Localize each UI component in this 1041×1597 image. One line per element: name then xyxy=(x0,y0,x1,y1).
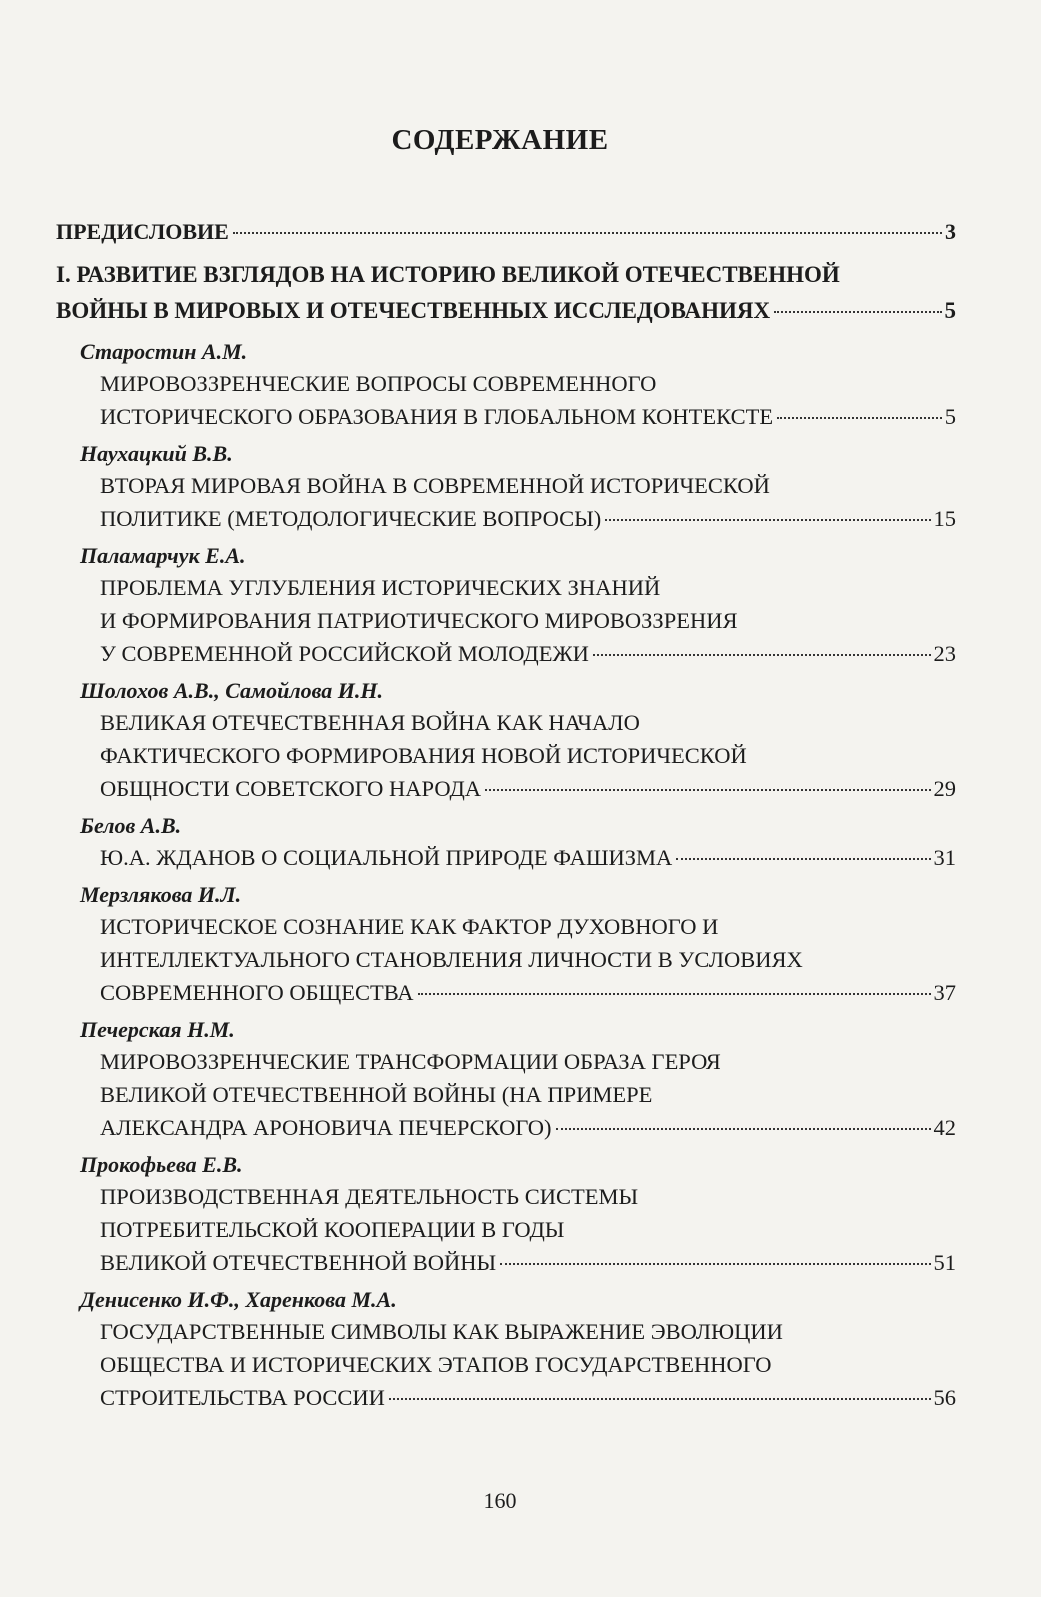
toc-section xyxy=(56,257,956,329)
toc-line xyxy=(100,772,956,805)
toc-line xyxy=(100,637,956,670)
entry-title-line: ОБЩЕСТВА И ИСТОРИЧЕСКИХ ЭТАПОВ ГОСУДАРСТВЕННОГО xyxy=(100,1352,772,1377)
toc-line xyxy=(100,1246,956,1279)
entry-author: Наухацкий В.В. xyxy=(80,441,233,466)
toc-line xyxy=(100,502,956,535)
toc-entries xyxy=(56,337,956,1414)
entry-title xyxy=(100,706,956,805)
toc-line xyxy=(100,469,956,502)
entry-title-line: ОБЩНОСТИ СОВЕТСКОГО НАРОДА xyxy=(100,776,482,801)
entry-title-line: ВЕЛИКОЙ ОТЕЧЕСТВЕННОЙ ВОЙНЫ (НА ПРИМЕРЕ xyxy=(100,1082,653,1107)
dot-leader xyxy=(485,789,930,791)
dot-leader xyxy=(418,993,931,995)
toc-entry xyxy=(80,337,956,433)
section-title-line: I. РАЗВИТИЕ ВЗГЛЯДОВ НА ИСТОРИЮ ВЕЛИКОЙ ОТЕЧЕСТВЕННОЙ xyxy=(56,262,840,287)
entry-title xyxy=(100,841,956,874)
toc-line xyxy=(100,1213,956,1246)
entry-title-line: Ю.А. ЖДАНОВ О СОЦИАЛЬНОЙ ПРИРОДЕ ФАШИЗМА xyxy=(100,845,673,870)
dot-leader xyxy=(605,519,930,521)
dot-leader xyxy=(676,858,930,860)
entry-page: 15 xyxy=(933,506,956,531)
entry-author: Печерская Н.М. xyxy=(80,1017,235,1042)
entry-title-line: ФАКТИЧЕСКОГО ФОРМИРОВАНИЯ НОВОЙ ИСТОРИЧЕСКОЙ xyxy=(100,743,747,768)
entry-title-line: ИСТОРИЧЕСКОГО ОБРАЗОВАНИЯ В ГЛОБАЛЬНОМ КОНТЕКСТЕ xyxy=(100,404,774,429)
entry-author: Мерзлякова И.Л. xyxy=(80,882,242,907)
entry-page: 42 xyxy=(933,1115,956,1140)
toc-line xyxy=(100,367,956,400)
entry-title-line: ВЕЛИКАЯ ОТЕЧЕСТВЕННАЯ ВОЙНА КАК НАЧАЛО xyxy=(100,710,640,735)
toc-entry xyxy=(80,811,956,874)
entry-title-line: И ФОРМИРОВАНИЯ ПАТРИОТИЧЕСКОГО МИРОВОЗЗРЕНИЯ xyxy=(100,608,738,633)
toc-line xyxy=(100,841,956,874)
toc-line xyxy=(100,976,956,1009)
entry-title-line: У СОВРЕМЕННОЙ РОССИЙСКОЙ МОЛОДЕЖИ xyxy=(100,641,589,666)
entry-page: 56 xyxy=(933,1385,956,1410)
toc-line xyxy=(100,1111,956,1144)
entry-title-line: ПРОБЛЕМА УГЛУБЛЕНИЯ ИСТОРИЧЕСКИХ ЗНАНИЙ xyxy=(100,575,661,600)
toc-entry xyxy=(80,1285,956,1414)
entry-author: Белов А.В. xyxy=(80,813,182,838)
preface-title: ПРЕДИСЛОВИЕ xyxy=(56,219,229,244)
dot-leader xyxy=(774,311,941,313)
toc-entry xyxy=(80,880,956,1009)
toc-line xyxy=(100,400,956,433)
toc-line xyxy=(56,257,956,293)
dot-leader xyxy=(777,417,942,419)
dot-leader xyxy=(593,654,931,656)
page-title: СОДЕРЖАНИЕ xyxy=(391,124,609,156)
entry-title xyxy=(100,1315,956,1414)
entry-page: 51 xyxy=(933,1250,956,1275)
toc-line xyxy=(100,910,956,943)
page-number: 160 xyxy=(483,1488,517,1513)
entry-author: Паламарчук Е.А. xyxy=(80,543,246,568)
toc-entry xyxy=(80,676,956,805)
toc-line xyxy=(56,215,956,249)
toc-line xyxy=(100,739,956,772)
entry-author: Денисенко И.Ф., Харенкова М.А. xyxy=(80,1287,397,1312)
entry-title xyxy=(100,367,956,433)
toc-entry xyxy=(80,1015,956,1144)
entry-page: 29 xyxy=(933,776,956,801)
entry-title-line: ПРОИЗВОДСТВЕННАЯ ДЕЯТЕЛЬНОСТЬ СИСТЕМЫ xyxy=(100,1184,639,1209)
dot-leader xyxy=(233,232,942,234)
entry-page: 31 xyxy=(933,845,956,870)
table-of-contents xyxy=(56,215,956,1420)
toc-preface xyxy=(56,215,956,249)
preface-page: 3 xyxy=(945,219,956,244)
entry-title xyxy=(100,910,956,1009)
entry-author: Прокофьева Е.В. xyxy=(80,1152,243,1177)
entry-author: Старостин А.М. xyxy=(80,339,248,364)
toc-line xyxy=(100,1045,956,1078)
toc-line xyxy=(100,1078,956,1111)
entry-title-line: ИНТЕЛЛЕКТУАЛЬНОГО СТАНОВЛЕНИЯ ЛИЧНОСТИ В УСЛОВИЯХ xyxy=(100,947,803,972)
toc-line xyxy=(100,1381,956,1414)
entry-title-line: ПОЛИТИКЕ (МЕТОДОЛОГИЧЕСКИЕ ВОПРОСЫ) xyxy=(100,506,602,531)
entry-title-line: АЛЕКСАНДРА АРОНОВИЧА ПЕЧЕРСКОГО) xyxy=(100,1115,552,1140)
entry-title-line: ИСТОРИЧЕСКОЕ СОЗНАНИЕ КАК ФАКТОР ДУХОВНОГО И xyxy=(100,914,719,939)
dot-leader xyxy=(389,1398,931,1400)
dot-leader xyxy=(500,1263,930,1265)
toc-line xyxy=(100,943,956,976)
dot-leader xyxy=(556,1128,931,1130)
section-title-line: ВОЙНЫ В МИРОВЫХ И ОТЕЧЕСТВЕННЫХ ИССЛЕДОВАНИЯХ xyxy=(56,298,771,323)
entry-title-line: СОВРЕМЕННОГО ОБЩЕСТВА xyxy=(100,980,414,1005)
entry-title xyxy=(100,1180,956,1279)
entry-title-line: ВТОРАЯ МИРОВАЯ ВОЙНА В СОВРЕМЕННОЙ ИСТОРИЧЕСКОЙ xyxy=(100,473,770,498)
entry-page: 37 xyxy=(933,980,956,1005)
entry-title-line: ПОТРЕБИТЕЛЬСКОЙ КООПЕРАЦИИ В ГОДЫ xyxy=(100,1217,565,1242)
toc-line xyxy=(100,706,956,739)
entry-page: 5 xyxy=(944,404,956,429)
toc-line xyxy=(100,604,956,637)
toc-line xyxy=(56,293,956,329)
entry-page: 23 xyxy=(933,641,956,666)
entry-title-line: ВЕЛИКОЙ ОТЕЧЕСТВЕННОЙ ВОЙНЫ xyxy=(100,1250,497,1275)
toc-line xyxy=(100,571,956,604)
entry-title xyxy=(100,1045,956,1144)
entry-title-line: СТРОИТЕЛЬСТВА РОССИИ xyxy=(100,1385,385,1410)
toc-line xyxy=(100,1315,956,1348)
toc-entry xyxy=(80,1150,956,1279)
entry-title xyxy=(100,469,956,535)
entry-title-line: МИРОВОЗЗРЕНЧЕСКИЕ ТРАНСФОРМАЦИИ ОБРАЗА ГЕРОЯ xyxy=(100,1049,721,1074)
toc-entry xyxy=(80,439,956,535)
entry-title xyxy=(100,571,956,670)
toc-entry xyxy=(80,541,956,670)
entry-author: Шолохов А.В., Самойлова И.Н. xyxy=(80,678,384,703)
toc-line xyxy=(100,1180,956,1213)
entry-title-line: МИРОВОЗЗРЕНЧЕСКИЕ ВОПРОСЫ СОВРЕМЕННОГО xyxy=(100,371,657,396)
toc-line xyxy=(100,1348,956,1381)
entry-title-line: ГОСУДАРСТВЕННЫЕ СИМВОЛЫ КАК ВЫРАЖЕНИЕ ЭВОЛЮЦИИ xyxy=(100,1319,783,1344)
section-page: 5 xyxy=(944,298,956,323)
